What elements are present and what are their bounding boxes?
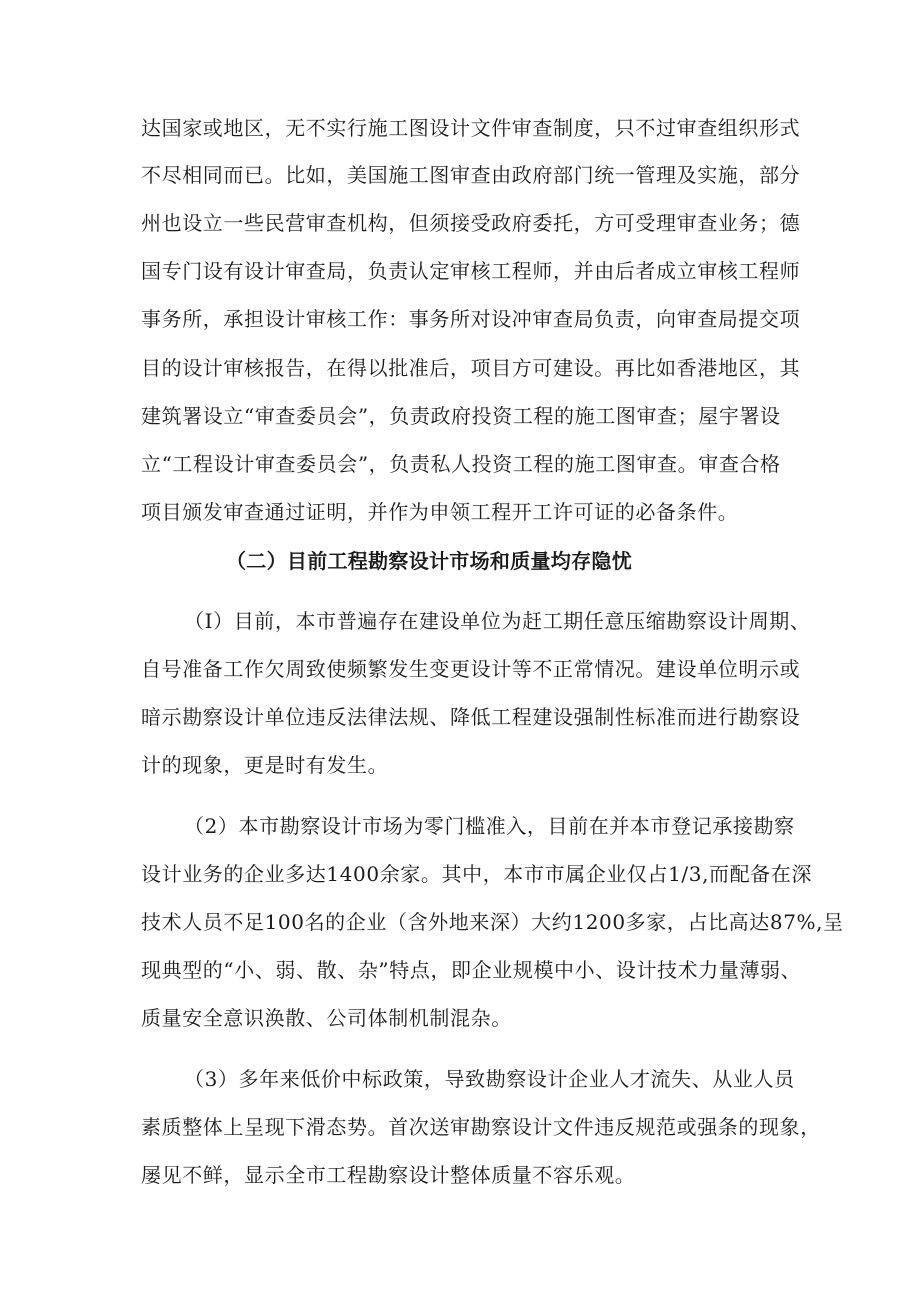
item-2-line-1: （2）本市勘察设计市场为零门槛准入，目前在并本市登记承接勘察 xyxy=(184,814,795,838)
paragraph-1-line-4: 国专门设有设计审查局，负责认定审核工程师，并由后者成立审核工程师 xyxy=(141,259,801,283)
paragraph-1-line-8: 立“工程设计审查委员会”，负责私人投资工程的施工图审查。审查合格 xyxy=(141,452,781,476)
paragraph-1-line-3: 州也设立一些民营审查机构，但须接受政府委托，方可受理审查业务；德 xyxy=(141,211,801,235)
section-heading: （二）目前工程勘察设计市场和质量均存隐忧 xyxy=(226,549,632,573)
item-2-line-5: 质量安全意识涣散、公司体制机制混杂。 xyxy=(141,1006,512,1030)
item-2-line-3: 技术人员不足100名的企业（含外地来深）大约1200多家，占比高达87%,呈 xyxy=(141,910,844,934)
paragraph-1-line-5: 事务所，承担设计审核工作：事务所对设冲审查局负责，向审查局提交项 xyxy=(141,307,801,331)
item-3-line-2: 素质整体上呈现下滑态势。首次送审勘察设计文件违反规范或强条的现象， xyxy=(141,1115,821,1139)
item-1-line-3: 暗示勘察设计单位违反法律法规、降低工程建设强制性标准而进行勘察设 xyxy=(141,705,801,729)
item-1-line-2: 自号准备工作欠周致使频繁发生变更设计等不正常情况。建设单位明示或 xyxy=(141,657,801,681)
paragraph-1-line-9: 项目颁发审查通过证明，并作为申领工程开工许可证的必备条件。 xyxy=(141,500,739,524)
paragraph-1-line-7: 建筑署设立“审查委员会”，负责政府投资工程的施工图审查；屋宇署设 xyxy=(141,404,781,428)
item-1-line-4: 计的现象，更是时有发生。 xyxy=(141,753,389,777)
item-3-line-1: （3）多年来低价中标政策，导致勘察设计企业人才流失、从业人员 xyxy=(184,1067,795,1091)
item-1-line-1: （I）目前，本市普遍存在建设单位为赶工期任意压缩勘察设计周期、 xyxy=(184,609,811,633)
item-2-line-4: 现典型的“小、弱、散、杂”特点，即企业规模中小、设计技术力量薄弱、 xyxy=(141,958,802,982)
paragraph-1-line-2: 不尽相同而已。比如，美国施工图审查由政府部门统一管理及实施，部分 xyxy=(141,163,801,187)
item-3-line-3: 屡见不鲜，显示全市工程勘察设计整体质量不容乐观。 xyxy=(141,1163,636,1187)
paragraph-1-line-1: 达国家或地区，无不实行施工图设计文件审查制度，只不过审查组织形式 xyxy=(141,116,801,140)
paragraph-1-line-6: 目的设计审核报告，在得以批准后，项目方可建设。再比如香港地区，其 xyxy=(141,356,801,380)
item-2-line-2: 设计业务的企业多达1400余家。其中，本市市属企业仅占1/3,而配备在深 xyxy=(141,862,813,886)
